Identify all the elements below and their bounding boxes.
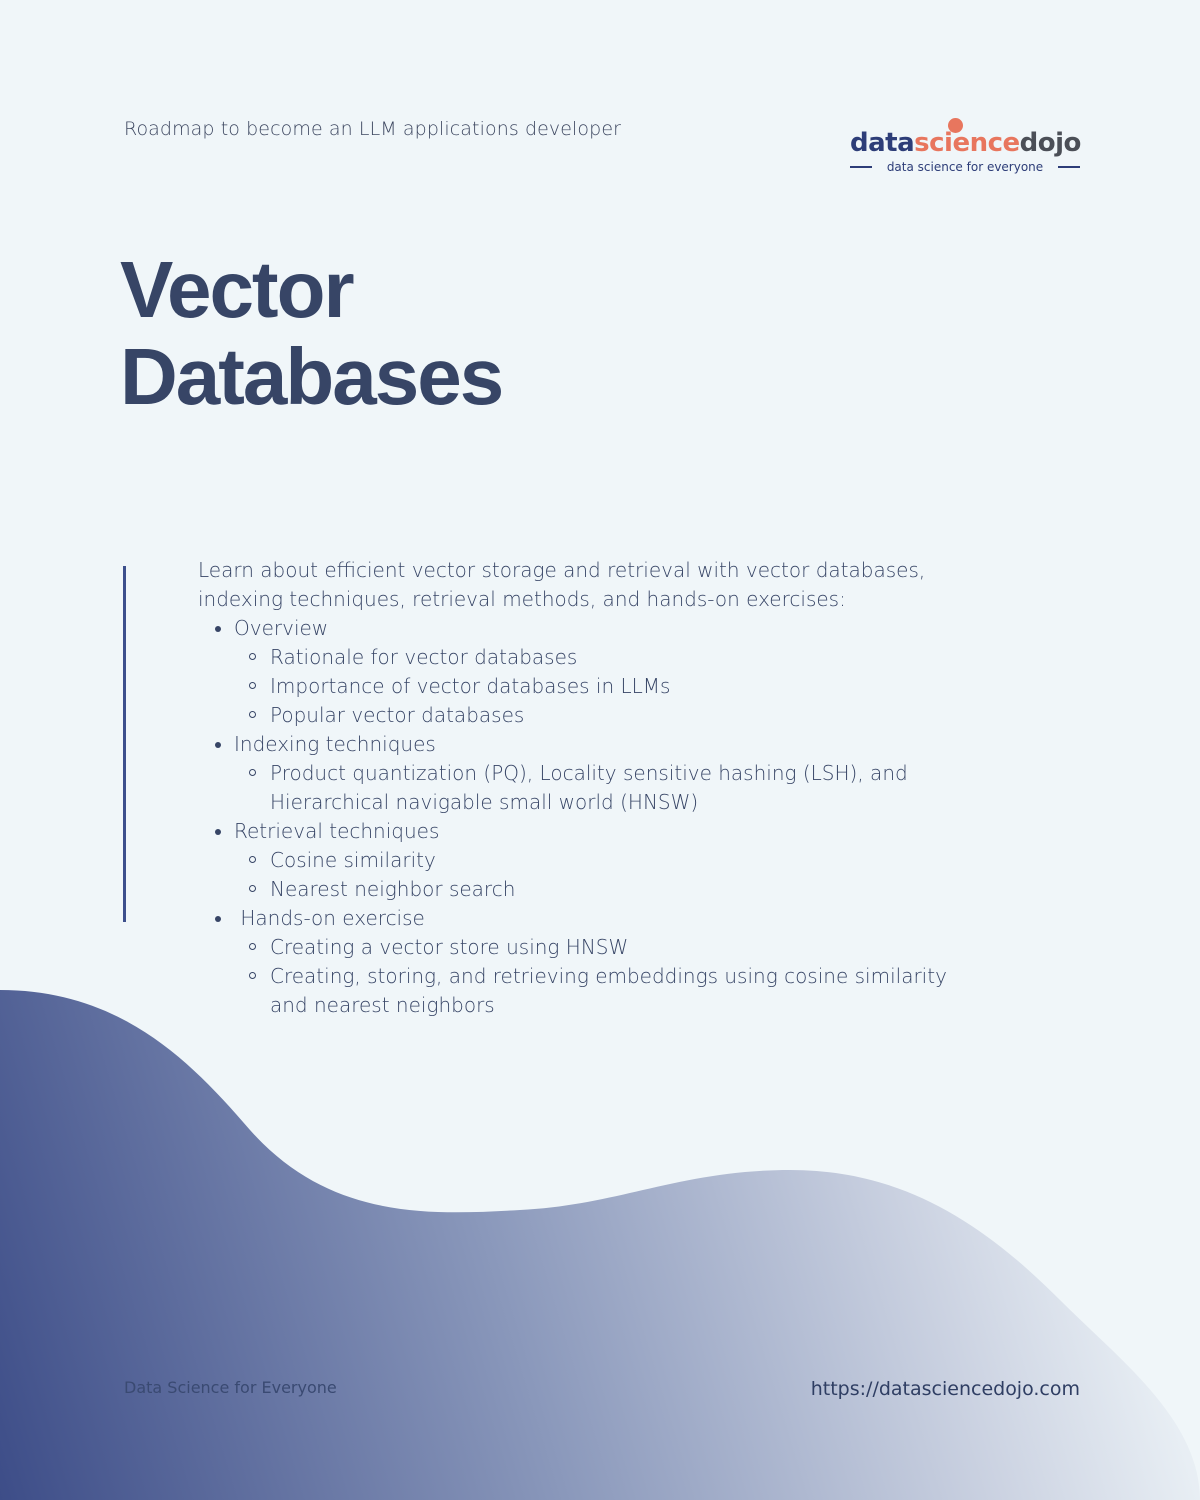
list-item: Hands-on exercise Creating a vector store using HNSW Creating, storing, and retrieving embeddings using cosine similarity and nearest neighbors [198, 904, 978, 1020]
bullet-icon [215, 916, 221, 922]
list-item: Rationale for vector databases [234, 643, 978, 672]
list-item: Indexing techniques Product quantization (PQ), Locality sensitive hashing (LSH), and Hierarchical navigable small world (HNSW) [198, 730, 978, 817]
bullet-icon [215, 742, 221, 748]
circle-bullet-icon [249, 943, 256, 950]
list-item: Nearest neighbor search [234, 875, 978, 904]
logo-tagline: data science for everyone [850, 160, 1080, 174]
circle-bullet-icon [249, 682, 256, 689]
logo-line-left [850, 166, 872, 168]
bullet-icon [215, 626, 221, 632]
topic-list [198, 614, 978, 1020]
intro-text: Learn about efficient vector storage and retrieval with vector databases, indexing techniques, retrieval methods, and hands-on exercises: [198, 558, 926, 611]
page-title: Vector Databases [120, 245, 503, 421]
footer-tagline: Data Science for Everyone [124, 1378, 337, 1397]
list-item: Retrieval techniques Cosine similarity Nearest neighbor search [198, 817, 978, 904]
circle-bullet-icon [249, 711, 256, 718]
datasciencedojo-logo[interactable] [850, 118, 1080, 180]
list-item: Popular vector databases [234, 701, 978, 730]
list-item: Product quantization (PQ), Locality sensitive hashing (LSH), and Hierarchical navigable small world (HNSW) [234, 759, 978, 817]
circle-bullet-icon [249, 885, 256, 892]
content-body [198, 556, 978, 1020]
accent-bar [123, 566, 126, 922]
logo-line-right [1058, 166, 1080, 168]
list-item: Overview Rationale for vector databases Importance of vector databases in LLMs Popular vector databases [198, 614, 978, 730]
list-item: Creating a vector store using HNSW [234, 933, 978, 962]
bullet-icon [215, 829, 221, 835]
website-link[interactable]: https://datasciencedojo.com [810, 1378, 1080, 1400]
circle-bullet-icon [249, 972, 256, 979]
list-item: Importance of vector databases in LLMs [234, 672, 978, 701]
circle-bullet-icon [249, 653, 256, 660]
logo-wordmark: datasciencedojo [850, 128, 1081, 158]
list-item: Creating, storing, and retrieving embeddings using cosine similarity and nearest neighbors [234, 962, 978, 1020]
circle-bullet-icon [249, 769, 256, 776]
roadmap-subtitle: Roadmap to become an LLM applications developer [124, 118, 622, 140]
circle-bullet-icon [249, 856, 256, 863]
list-item: Cosine similarity [234, 846, 978, 875]
